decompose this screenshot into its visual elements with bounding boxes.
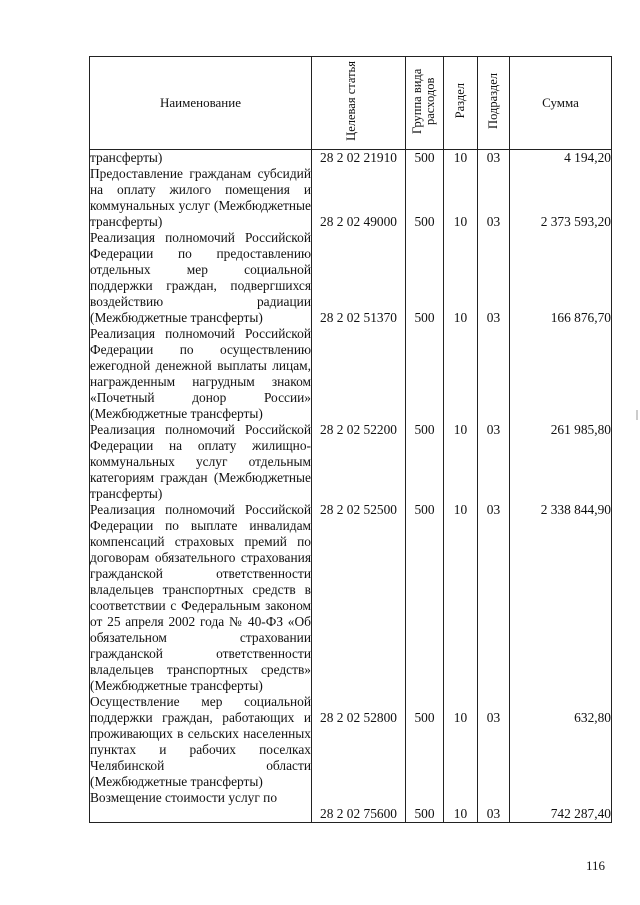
table-header-row bbox=[90, 57, 612, 150]
header-sum: Сумма bbox=[510, 57, 612, 150]
amount-cell: 4 194,20 2 373 593,20 166 876,70 261 985,80 2 338 844,90 632,80 742 287,40 bbox=[510, 150, 612, 823]
header-expense-group: Группа вида расходов bbox=[406, 57, 444, 150]
row-name-text: Реализация полномочий Российской Федерации на оплату жилищно-коммунальных услуг отдельным категориям граждан (Межбюджетные трансферты) bbox=[90, 422, 311, 501]
header-section: Раздел bbox=[444, 57, 478, 150]
row-name-text: Реализация полномочий Российской Федерации по выплате инвалидам компенсаций страховых премий по договорам обязательного страхования гражданской ответственности владельцев транспортных средств в соответствии с Федеральным законом от 25 апреля 2002 года № 40-ФЗ «Об обязательном страховании гражданской ответственности владельцев транспортных средств» (Межбюджетные трансферты) bbox=[90, 502, 311, 693]
code-cell: 28 2 02 21910 28 2 02 49000 28 2 02 51370 28 2 02 52200 28 2 02 52500 28 2 02 52800 28 2 02 75600 bbox=[312, 150, 406, 823]
subsection-cell: 03 03 03 03 03 03 03 bbox=[478, 150, 510, 823]
scan-mark bbox=[636, 410, 638, 420]
page-number: 116 bbox=[586, 858, 606, 873]
row-name-text: Предоставление гражданам субсидий на оплату жилого помещения и коммунальных услуг (Межбюджетные трансферты) bbox=[90, 166, 311, 229]
table-row bbox=[90, 150, 612, 823]
header-target-article: Целевая статья bbox=[312, 57, 406, 150]
header-name: Наименование bbox=[90, 57, 312, 150]
budget-table bbox=[89, 56, 612, 823]
row-name-text: Реализация полномочий Российской Федерации по предоставлению отдельных мер социальной поддержки граждан, подвергшихся воздействию радиации (Межбюджетные трансферты) bbox=[90, 230, 311, 325]
row-name-text: Реализация полномочий Российской Федерации по осуществлению ежегодной денежной выплаты лицам, награжденным нагрудным знаком «Почетный донор России» (Межбюджетные трансферты) bbox=[90, 326, 311, 421]
name-cell bbox=[90, 150, 312, 823]
header-subsection: Подраздел bbox=[478, 57, 510, 150]
row-name-text: трансферты) bbox=[90, 150, 163, 165]
row-name-text: Осуществление мер социальной поддержки граждан, работающих и проживающих в сельских населенных пунктах и рабочих поселках Челябинской области (Межбюджетные трансферты) bbox=[90, 694, 311, 789]
group-cell: 500 500 500 500 500 500 500 bbox=[406, 150, 444, 823]
section-cell: 10 10 10 10 10 10 10 bbox=[444, 150, 478, 823]
row-name-text: Возмещение стоимости услуг по bbox=[90, 790, 278, 805]
